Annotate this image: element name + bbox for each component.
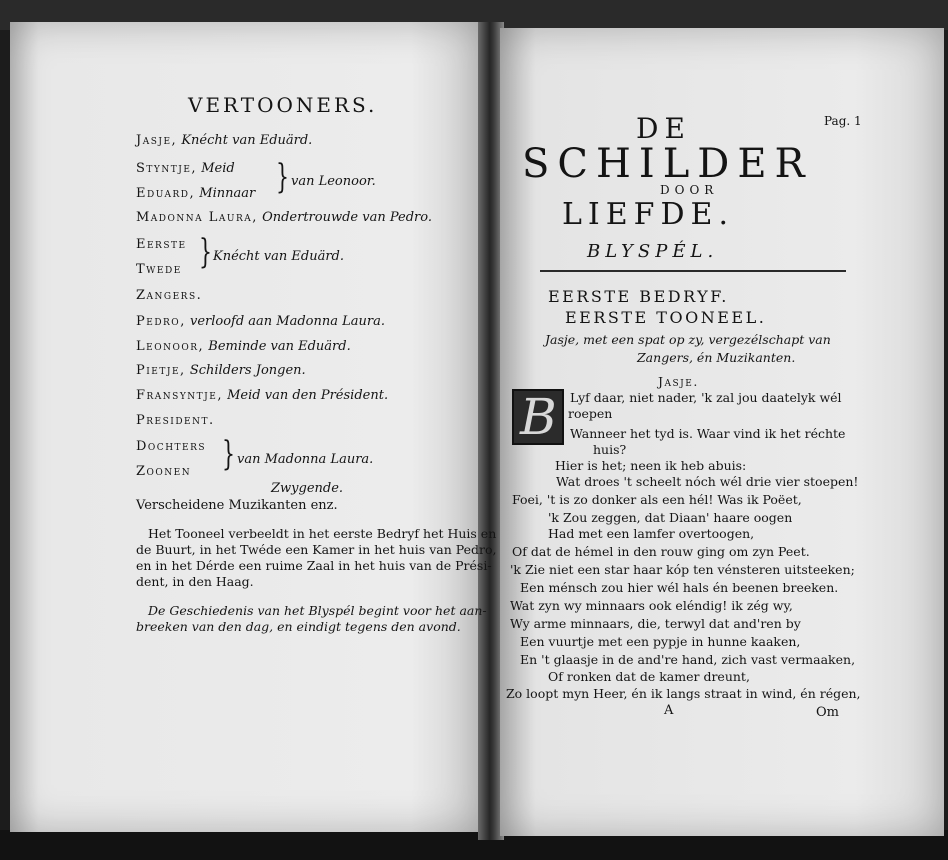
cast-group-role: van Madonna Laura. bbox=[237, 452, 374, 467]
brace-mark: } bbox=[199, 232, 212, 272]
cast-entry: Styntje, Meid bbox=[136, 161, 235, 176]
cast-entry: President. bbox=[136, 413, 215, 428]
cast-entry: Eduard, Minnaar bbox=[136, 186, 256, 201]
verse-line: Wanneer het tyd is. Waar vind ik het réchte bbox=[570, 426, 846, 441]
cast-group-role: van Leonoor. bbox=[291, 174, 376, 189]
cast-entry: Dochters bbox=[136, 439, 207, 454]
drop-cap: B bbox=[512, 389, 564, 445]
page-number: Pag. 1 bbox=[824, 114, 862, 128]
cast-entry: Jasje, Knécht van Eduärd. bbox=[136, 133, 313, 148]
verse-line: Wat droes 't scheelt nóch wél drie vier stoepen! bbox=[556, 474, 859, 489]
cast-entry: Zoonen bbox=[136, 464, 192, 479]
setting-line: dent, in den Haag. bbox=[136, 574, 254, 589]
setting-paragraph bbox=[136, 526, 496, 590]
verse-line: Of dat de hémel in den rouw ging om zyn Peet. bbox=[512, 544, 810, 559]
verse-line: roepen bbox=[568, 406, 613, 421]
verse-line: 'k Zie niet een star haar kóp ten vénsteren uitsteeken; bbox=[510, 562, 855, 577]
catchword: Om bbox=[816, 705, 839, 720]
verse-line: Wy arme minnaars, die, terwyl dat and'ren by bbox=[510, 616, 801, 631]
title-rule bbox=[540, 270, 846, 272]
verse-line: Zo loopt myn Heer, én ik langs straat in wind, én régen, bbox=[506, 686, 861, 701]
stage-direction: Zangers, én Muzikanten. bbox=[637, 350, 796, 365]
cast-entry: Eerste bbox=[136, 237, 187, 252]
setting-line: de Buurt, in het Twéde een Kamer in het huis van Pedro, bbox=[136, 542, 497, 557]
cast-entry: Pedro, verloofd aan Madonna Laura. bbox=[136, 314, 385, 329]
verse-line: huis? bbox=[593, 442, 627, 457]
signature-mark: A bbox=[664, 703, 674, 718]
cast-entry: Pietje, Schilders Jongen. bbox=[136, 363, 306, 378]
verse-line: Lyf daar, niet nader, 'k zal jou daatelyk wél bbox=[570, 390, 842, 405]
note-line: breeken van den dag, en eindigt tegens den avond. bbox=[136, 619, 461, 634]
verse-line: 'k Zou zeggen, dat Diaan' haare oogen bbox=[548, 510, 793, 525]
stage-direction: Jasje, met een spat op zy, vergezélschapt van bbox=[545, 332, 831, 347]
subtitle: BLYSPÉL. bbox=[587, 241, 719, 262]
cast-entry: Fransyntje, Meid van den Président. bbox=[136, 388, 389, 403]
verse-line: Foei, 't is zo donker als een hél! Was ik Poëet, bbox=[512, 492, 802, 507]
title-line: SCHILDER bbox=[522, 141, 813, 187]
brace-mark: } bbox=[222, 434, 235, 474]
cast-entry: Verscheidene Muzikanten enz. bbox=[136, 498, 338, 513]
scene-heading: EERSTE TOONEEL. bbox=[565, 308, 767, 327]
cast-entry: Leonoor, Beminde van Eduärd. bbox=[136, 339, 351, 354]
title-line: LIEFDE. bbox=[562, 197, 734, 232]
cast-entry: Zangers. bbox=[136, 288, 203, 303]
speaker-name: Jasje. bbox=[658, 374, 699, 389]
act-heading: EERSTE BEDRYF. bbox=[548, 287, 729, 306]
verse-line: En 't glaasje in de and're hand, zich vast vermaaken, bbox=[520, 652, 856, 667]
cast-title: VERTOONERS. bbox=[188, 93, 378, 117]
verse-line: Had met een lamfer overtoogen, bbox=[548, 526, 755, 541]
setting-line: Het Tooneel verbeeldt in het eerste Bedryf het Huis en bbox=[148, 526, 497, 541]
cast-entry: Madonna Laura, Ondertrouwde van Pedro. bbox=[136, 210, 432, 225]
verse-line: Wat zyn wy minnaars ook eléndig! ik zég wy, bbox=[510, 598, 793, 613]
title-line: DE bbox=[636, 112, 691, 145]
cast-group-role: Knécht van Eduärd. bbox=[213, 249, 344, 264]
title-line: DOOR bbox=[660, 183, 719, 197]
note-line: De Geschiedenis van het Blyspél begint voor het aan- bbox=[148, 603, 487, 618]
cast-note: Zwygende. bbox=[271, 481, 344, 496]
setting-line: en in het Dérde een ruime Zaal in het huis van de Prési- bbox=[136, 558, 492, 573]
cast-entry: Twede bbox=[136, 262, 182, 277]
verse-line: Een ménsch zou hier wél hals én beenen breeken. bbox=[520, 580, 839, 595]
verse-line: Of ronken dat de kamer dreunt, bbox=[548, 669, 750, 684]
verse-line: Hier is het; neen ik heb abuis: bbox=[555, 458, 747, 473]
brace-mark: } bbox=[276, 157, 289, 197]
note-paragraph bbox=[136, 603, 487, 635]
verse-line: Een vuurtje met een pypje in hunne kaaken, bbox=[520, 634, 801, 649]
